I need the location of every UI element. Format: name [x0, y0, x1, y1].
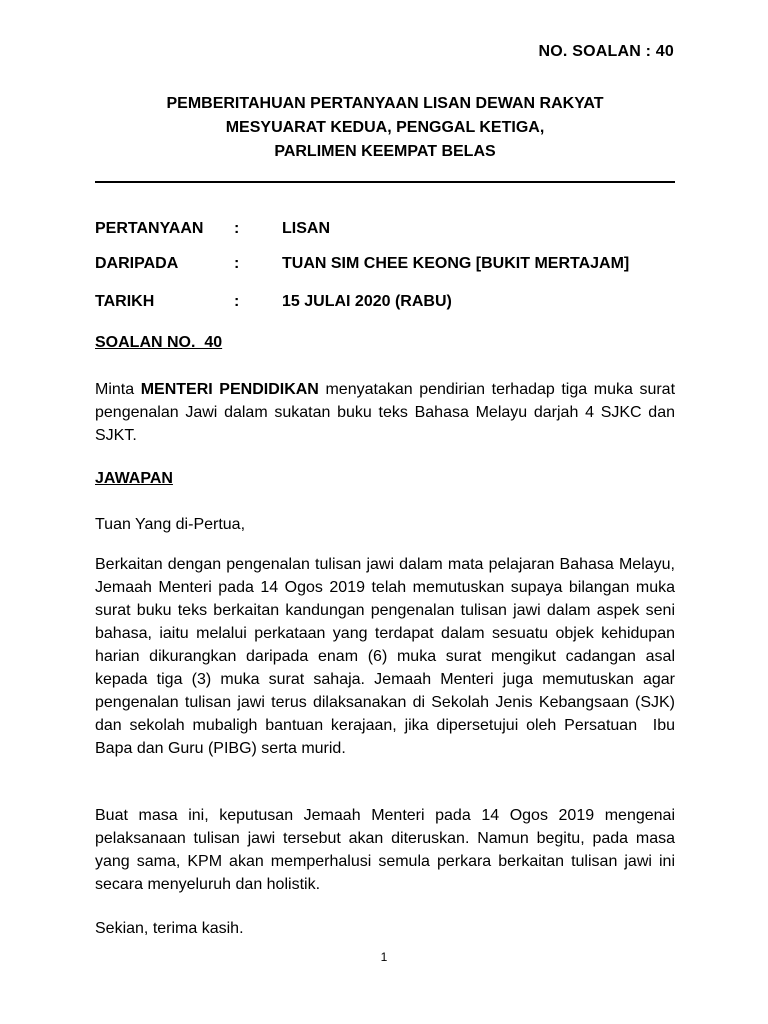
meta-colon: : — [234, 293, 240, 310]
meta-row-daripada — [95, 253, 695, 275]
meta-label-pertanyaan: PERTANYAAN — [95, 220, 204, 237]
question-prefix: Minta — [95, 381, 135, 398]
meta-value-pertanyaan: LISAN — [282, 220, 330, 237]
answer-paragraph-1: Berkaitan dengan pengenalan tulisan jawi dalam mata pelajaran Bahasa Melayu, Jemaah Menteri pada 14 Ogos 2019 telah memutuskan supaya bilangan muka surat buku teks berkaitan kandungan pengenalan tulisan jawi dalam aspek seni bahasa, iaitu melalui perkataan yang terdapat dalam sesuatu objek kehidupan harian dikurangkan daripada enam (6) muka surat mengikut cadangan asal kepada tiga (3) muka surat sahaja. Jemaah Menteri juga memutuskan agar pengenalan tulisan jawi terus dilaksanakan di Sekolah Jenis Kebangsaan (SJK) dan sekolah mubaligh bantuan kerajaan, jika dipersetujui oleh Persatuan Ibu Bapa dan Guru (PIBG) serta murid. — [95, 556, 680, 757]
answer-title: JAWAPAN — [95, 470, 173, 487]
meta-row-tarikh — [95, 291, 695, 313]
meta-value-daripada: TUAN SIM CHEE KEONG [BUKIT MERTAJAM] — [282, 255, 630, 272]
closing: Sekian, terima kasih. — [95, 920, 244, 937]
meta-label-daripada: DARIPADA — [95, 255, 179, 272]
heading-line-1: PEMBERITAHUAN PERTANYAAN LISAN DEWAN RAKYAT — [166, 95, 604, 112]
meta-value-tarikh: 15 JULAI 2020 (RABU) — [282, 293, 452, 310]
question-text — [95, 378, 675, 447]
question-title: SOALAN NO. 40 — [95, 334, 223, 351]
meta-colon: : — [234, 220, 240, 237]
question-body: menyatakan pendirian terhadap tiga muka surat pengenalan Jawi dalam sukatan buku teks Bahasa Melayu darjah 4 SJKC dan SJKT. — [95, 381, 676, 444]
meta-colon: : — [234, 255, 240, 272]
page-number: 1 — [380, 950, 388, 964]
question-number: NO. SOALAN : 40 — [538, 43, 674, 60]
meta-row-pertanyaan — [95, 218, 695, 240]
minister-name: MENTERI PENDIDIKAN — [140, 381, 319, 398]
heading-line-3: PARLIMEN KEEMPAT BELAS — [274, 143, 496, 160]
meta-label-tarikh: TARIKH — [95, 293, 155, 310]
heading-divider — [95, 181, 675, 183]
document-heading — [95, 92, 675, 164]
salutation: Tuan Yang di-Pertua, — [95, 516, 246, 533]
answer-paragraph-2: Buat masa ini, keputusan Jemaah Menteri pada 14 Ogos 2019 mengenai pelaksanaan tulisan jawi tersebut akan diteruskan. Namun begitu, pada masa yang sama, KPM akan memperhalusi semula perkara berkaitan tulisan jawi ini secara menyeluruh dan holistik. — [95, 807, 675, 893]
heading-line-2: MESYUARAT KEDUA, PENGGAL KETIGA, — [225, 119, 545, 136]
